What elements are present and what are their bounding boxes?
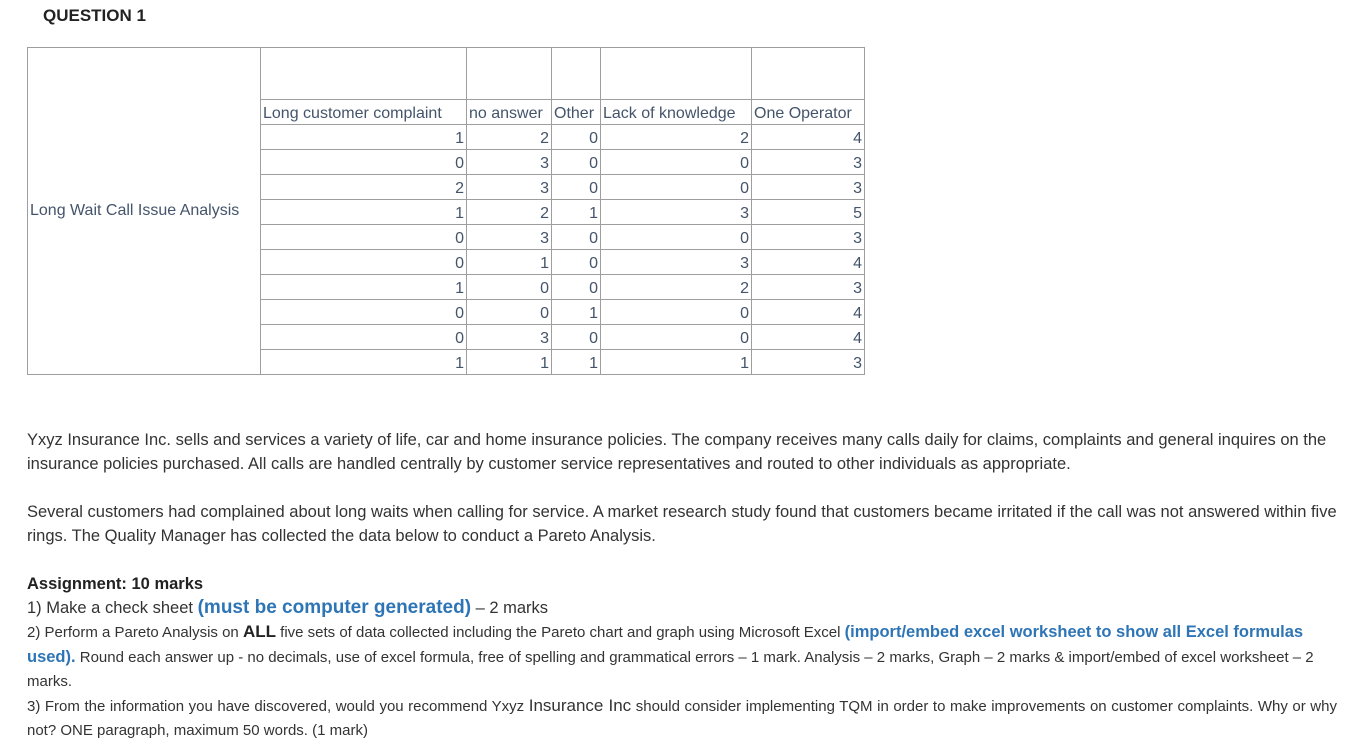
table-cell: 1 [467, 250, 552, 275]
table-cell: 1 [467, 350, 552, 375]
assignment-section [27, 572, 1337, 743]
table-cell: 1 [261, 125, 467, 150]
table-cell: 3 [752, 150, 865, 175]
table-cell: 1 [552, 350, 601, 375]
data-table [27, 47, 865, 375]
item2-text-3: Round each answer up - no decimals, use of excel formula, free of spelling and grammatical errors – 1 mark. Analysis – 2 marks, Graph – 2 marks & import/embed of excel worksheet – 2 marks. [27, 649, 1314, 690]
table-cell: 0 [601, 325, 752, 350]
row-header: Long Wait Call Issue Analysis [28, 48, 261, 375]
assignment-item-1 [27, 596, 1337, 620]
table-cell: 3 [752, 275, 865, 300]
table-cell: 1 [552, 300, 601, 325]
column-header: Lack of knowledge [601, 100, 752, 125]
table-cell: 0 [261, 300, 467, 325]
blank-cell [552, 48, 601, 100]
table-cell: 0 [261, 325, 467, 350]
table-cell: 4 [752, 325, 865, 350]
intro-paragraph: Yxyz Insurance Inc. sells and services a variety of life, car and home insurance policies. The company receives many calls daily for claims, complaints and general inquires on the insurance policies purchased. All calls are handled centrally by customer service representatives and routed to other individuals as appropriate. [27, 431, 1327, 473]
item2-text: 2) Perform a Pareto Analysis on [27, 624, 243, 641]
assignment-heading: Assignment: 10 marks [27, 575, 204, 593]
table-cell: 5 [752, 200, 865, 225]
blank-cell [261, 48, 467, 100]
column-header: Long customer complaint [261, 100, 467, 125]
table-cell: 3 [467, 225, 552, 250]
table-cell: 0 [552, 275, 601, 300]
table-cell: 3 [467, 175, 552, 200]
table-cell: 0 [552, 250, 601, 275]
table-cell: 0 [601, 225, 752, 250]
context-paragraph: Several customers had complained about long waits when calling for service. A market research study found that customers became irritated if the call was not answered within five rings. The Quality Manager has collected the data below to conduct a Pareto Analysis. [27, 503, 1337, 545]
blank-cell [467, 48, 552, 100]
table-cell: 0 [601, 175, 752, 200]
table-cell: 4 [752, 250, 865, 275]
table-cell: 2 [261, 175, 467, 200]
table-cell: 4 [752, 125, 865, 150]
table-cell: 0 [467, 275, 552, 300]
column-header: One Operator [752, 100, 865, 125]
table-cell: 3 [752, 350, 865, 375]
table-cell: 3 [601, 200, 752, 225]
table-cell: 1 [552, 200, 601, 225]
table-cell: 0 [601, 150, 752, 175]
item3-text-2: should consider implementing TQM in order to make improvements on customer complaints. Why or why not? ONE paragraph, maximum 50 words. (1 mark) [27, 698, 1337, 739]
question-title: QUESTION 1 [43, 6, 146, 25]
item2-text-2: five sets of data collected including the Pareto chart and graph using Microsoft Excel [275, 624, 845, 641]
table-cell: 1 [261, 275, 467, 300]
table-cell: 3 [752, 225, 865, 250]
table-cell: 0 [261, 150, 467, 175]
item1-text: 1) Make a check sheet [27, 599, 198, 617]
table-cell: 2 [601, 125, 752, 150]
table-cell: 2 [467, 125, 552, 150]
table-cell: 2 [601, 275, 752, 300]
table-cell: 1 [261, 200, 467, 225]
table-cell: 1 [261, 350, 467, 375]
column-header: no answer [467, 100, 552, 125]
blank-cell [752, 48, 865, 100]
table-cell: 0 [552, 150, 601, 175]
table-cell: 0 [552, 125, 601, 150]
column-header: Other [552, 100, 601, 125]
table-cell: 0 [552, 325, 601, 350]
blank-cell [601, 48, 752, 100]
table-cell: 3 [601, 250, 752, 275]
assignment-item-2 [27, 620, 1337, 694]
table-cell: 3 [467, 150, 552, 175]
table-cell: 3 [467, 325, 552, 350]
item1-marks: – 2 marks [471, 599, 549, 617]
table-cell: 0 [552, 175, 601, 200]
table-cell: 0 [601, 300, 752, 325]
item1-emphasis: (must be computer generated) [197, 597, 472, 618]
item2-emphasis: (import/embed excel worksheet to show all Excel formulas used). [27, 623, 1304, 666]
item2-all: ALL [242, 622, 276, 641]
item3-text: 3) From the information you have discovered, would you recommend Yxyz [27, 698, 529, 715]
table-cell: 1 [601, 350, 752, 375]
table-cell: 0 [261, 250, 467, 275]
table-cell: 0 [261, 225, 467, 250]
table-cell: 2 [467, 200, 552, 225]
table-cell: 4 [752, 300, 865, 325]
item3-company: Insurance Inc [528, 696, 632, 715]
table-cell: 0 [467, 300, 552, 325]
table-cell: 0 [552, 225, 601, 250]
table-cell: 3 [752, 175, 865, 200]
